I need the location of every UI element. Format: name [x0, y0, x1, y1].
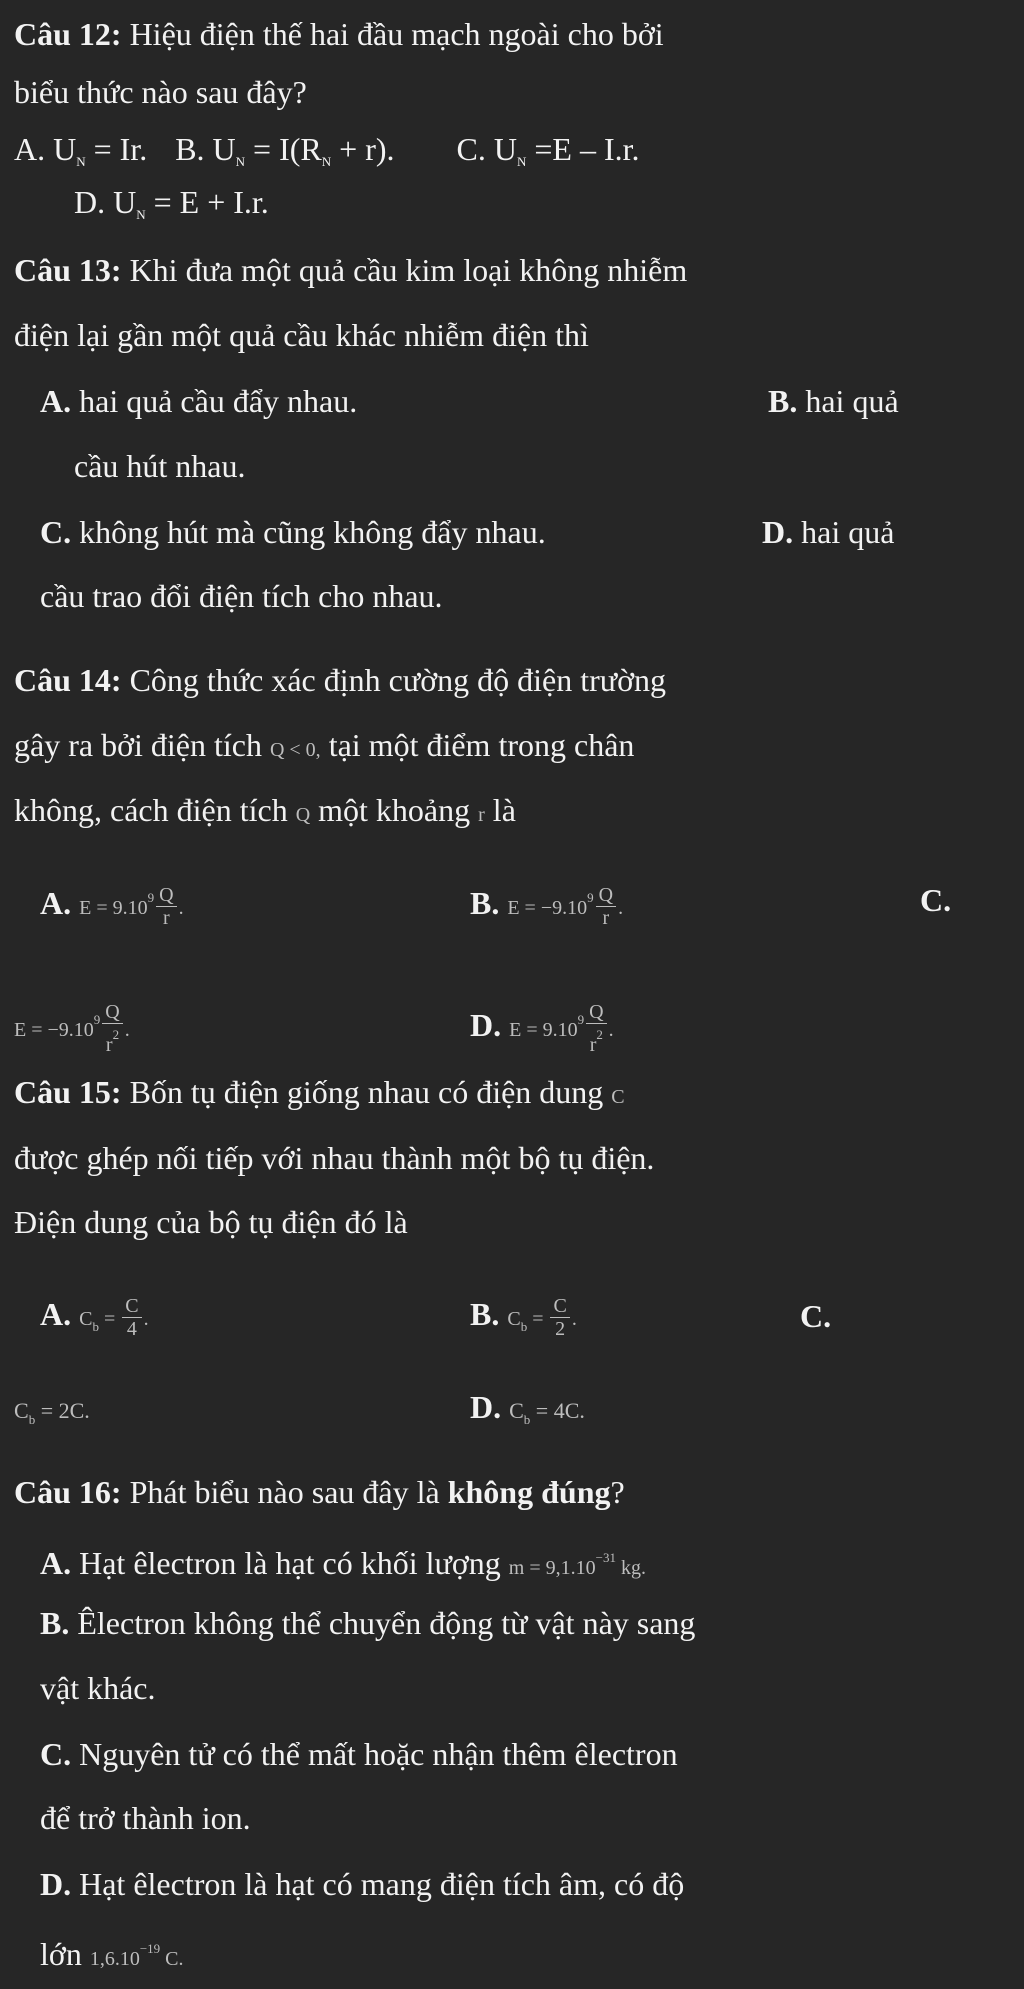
- q12-option-b: B. $U_N = I(R_N + r)$.: [175, 131, 395, 169]
- q12-options-abc: [14, 129, 639, 182]
- q16-stem-line1: Câu 16: Phát biểu nào sau đây là không đúng?: [14, 1474, 625, 1510]
- q15-option-c-label: C.: [800, 1298, 832, 1334]
- q12-stem1: Hiệu điện thế hai đầu mạch ngoài cho bởi: [121, 16, 664, 52]
- q14-option-c: $E = -9.10^9$ $\frac{Q}{r^2}$ .: [14, 1001, 130, 1057]
- q12-option-a: A. $U_N = Ir$.: [14, 131, 148, 169]
- q13-option-c: C. không hút mà cũng không đẩy nhau.: [40, 514, 546, 550]
- q13-option-d: D. hai quả: [762, 514, 895, 550]
- q14-stem-line2: gây ra bởi điện tích Q < 0, tại một điểm trong chân: [14, 727, 635, 763]
- q15-label: Câu 15:: [14, 1074, 122, 1110]
- q13-option-a: A. hai quả cầu đẩy nhau.: [40, 383, 358, 419]
- q13-option-b-cont: cầu hút nhau.: [74, 448, 246, 484]
- q14-option-d: D. $E = 9.10^9$ $\frac{Q}{r^2}$ .: [470, 1001, 614, 1057]
- q15-option-a: A. $C_b$ = $\frac{C}{4}$ .: [40, 1295, 149, 1341]
- q16-option-d-cont: lớn $1,6.10^{-19}$ C.: [40, 1936, 184, 1972]
- q13-stem-line2: điện lại gần một quả cầu khác nhiễm điện thì: [14, 317, 589, 353]
- q16-label: Câu 16:: [14, 1474, 122, 1510]
- q16-option-c: C. Nguyên tử có thể mất hoặc nhận thêm êlectron: [40, 1736, 678, 1772]
- q13-label: Câu 13:: [14, 252, 122, 288]
- q14-option-c-label: C.: [920, 882, 952, 918]
- q12-option-c: C. $U_N =E - I.r$.: [456, 131, 640, 169]
- q16-option-b: B. Êlectron không thể chuyển động từ vật này sang: [40, 1605, 696, 1641]
- q14-stem-line1: Câu 14: Công thức xác định cường độ điện trường: [14, 662, 667, 698]
- q12-label: Câu 12:: [14, 16, 122, 52]
- q12-option-d: D. $U_N = E + I.r$.: [74, 184, 269, 222]
- q16-option-c-cont: để trở thành ion.: [40, 1800, 251, 1836]
- q16-option-b-cont: vật khác.: [40, 1670, 156, 1706]
- q13-option-b: B. hai quả: [768, 383, 899, 419]
- q15-option-b: B. $C_b$ = $\frac{C}{2}$ .: [470, 1295, 577, 1341]
- q14-option-a: A. $E = 9.10^9$ $\frac{Q}{r}$ .: [40, 884, 184, 930]
- q14-stem-line3: không, cách điện tích Q một khoảng r là: [14, 792, 516, 828]
- q14-option-b: B. $E = -9.10^9$ $\frac{Q}{r}$ .: [470, 884, 624, 930]
- q13-option-d-cont: cầu trao đổi điện tích cho nhau.: [40, 578, 443, 614]
- q15-stem-line1: Câu 15: Bốn tụ điện giống nhau có điện dung C: [14, 1074, 625, 1110]
- q12-stem-line2: biểu thức nào sau đây?: [14, 74, 307, 110]
- q15-option-d: D. $C_b = 4C$.: [470, 1389, 585, 1427]
- q16-option-a: A. Hạt êlectron là hạt có khối lượng $m = 9,1.10^{-31}$ kg.: [40, 1545, 646, 1581]
- q14-label: Câu 14:: [14, 662, 122, 698]
- q15-option-c: $C_b = 2C$.: [14, 1398, 90, 1427]
- q16-option-d: D. Hạt êlectron là hạt có mang điện tích âm, có độ: [40, 1866, 685, 1902]
- q15-stem-line3: Điện dung của bộ tụ điện đó là: [14, 1204, 408, 1240]
- q16-emphasis: không đúng: [447, 1474, 611, 1510]
- q12-stem-line1: [14, 14, 664, 54]
- q13-stem-line1: Câu 13: Khi đưa một quả cầu kim loại không nhiễm: [14, 252, 688, 288]
- q15-stem-line2: được ghép nối tiếp với nhau thành một bộ tụ điện.: [14, 1140, 655, 1176]
